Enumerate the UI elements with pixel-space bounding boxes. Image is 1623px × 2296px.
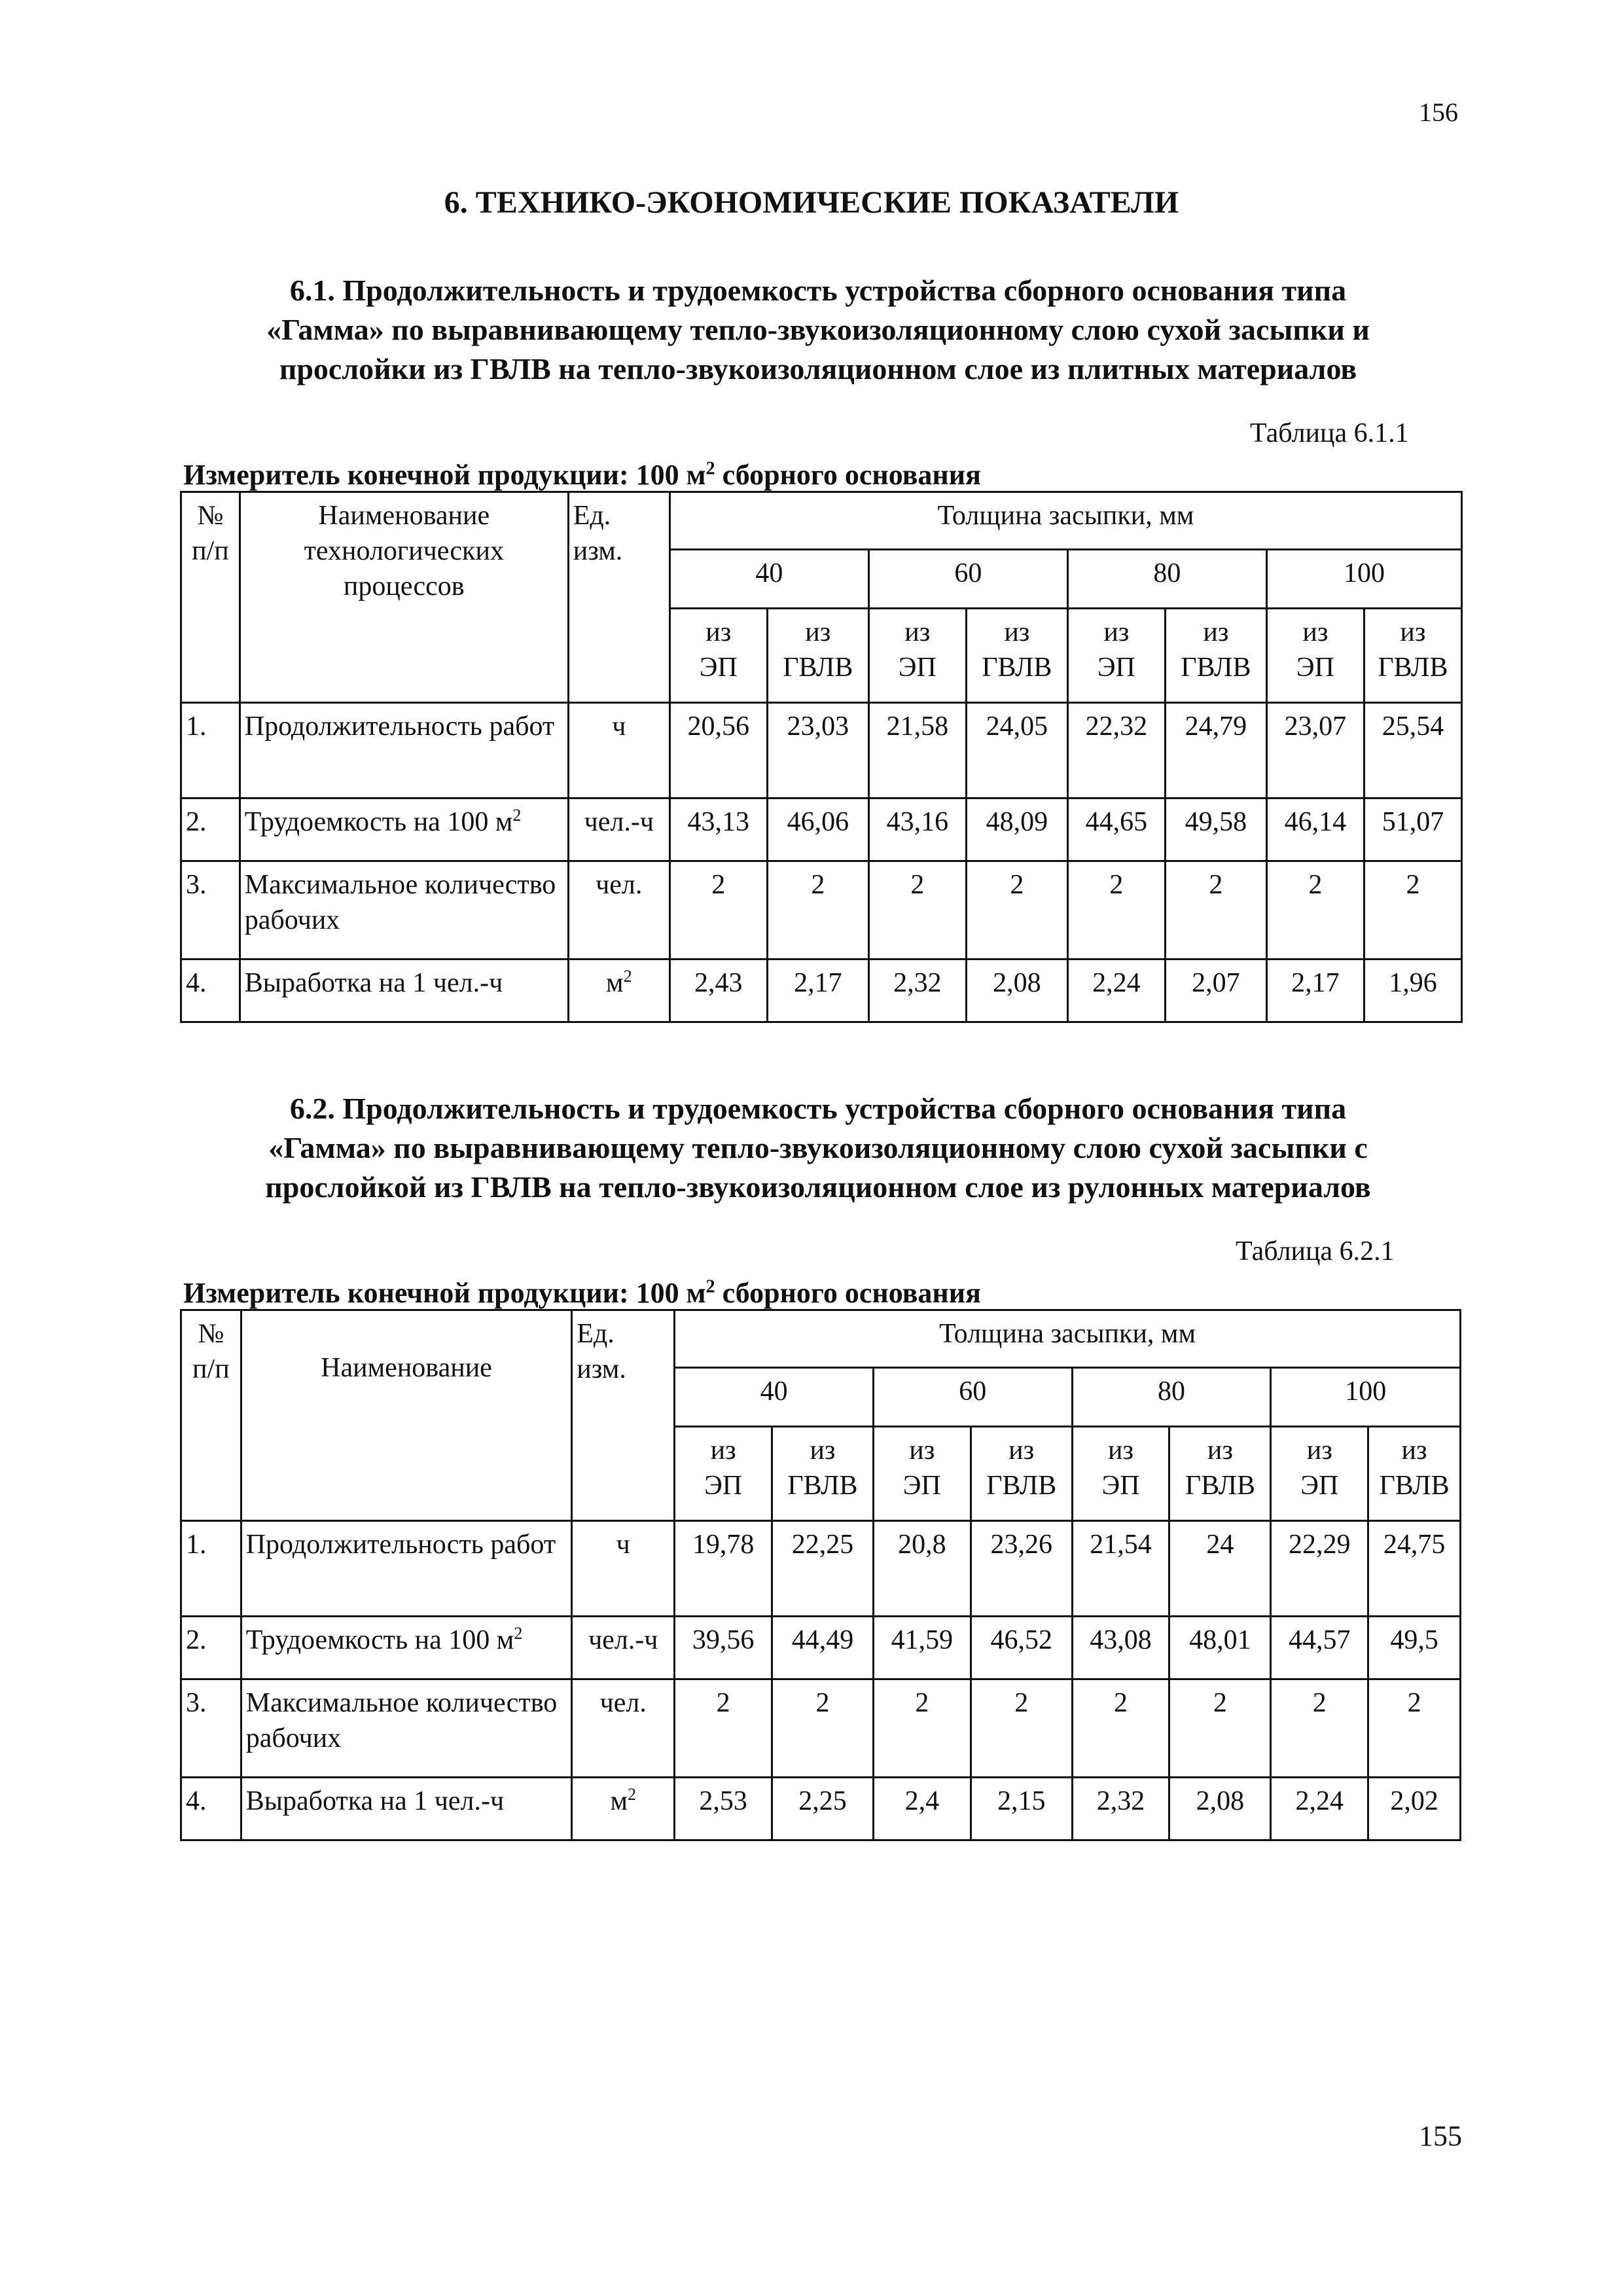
row-unit: [572, 1679, 675, 1778]
material-subheader: [772, 1427, 874, 1521]
row-unit-sup: 2: [628, 1785, 637, 1804]
thickness-group-40: 40: [669, 550, 868, 609]
row-unit-text: чел.: [596, 870, 643, 900]
value-cell: 44,57: [1271, 1617, 1368, 1679]
value-cell: 2,07: [1165, 960, 1266, 1022]
table-row: [181, 1617, 1461, 1679]
measure-tail: сборного основания: [715, 459, 981, 491]
value-cell: 43,13: [669, 798, 767, 861]
row-name-sup: 2: [512, 806, 522, 825]
data-table-6-2-1: [180, 1309, 1461, 1841]
value-cell: 2,08: [966, 960, 1067, 1022]
value-cell: 2,43: [669, 960, 767, 1022]
value-cell: 46,14: [1266, 798, 1364, 861]
value-cell: 2,53: [675, 1778, 772, 1840]
value-cell: 24,79: [1165, 703, 1266, 798]
value-cell: 2,02: [1368, 1778, 1461, 1840]
value-cell: 24: [1169, 1521, 1271, 1617]
measure-sup: 2: [705, 1276, 715, 1297]
measure-text: Измеритель конечной продукции: 100 м: [183, 1277, 706, 1309]
material-subheader: [1368, 1427, 1461, 1521]
value-cell: 22,25: [772, 1521, 874, 1617]
material-subheader: [1072, 1427, 1169, 1521]
heading-line: 6.2. Продолжительность и трудоемкость устройства сборного основания типа: [289, 1092, 1347, 1125]
material-name: ГВЛВ: [1379, 1471, 1450, 1501]
row-name-text: Выработка на 1 чел.-ч: [244, 968, 503, 998]
table-ref-6-1-1: Таблица 6.1.1: [1250, 418, 1409, 448]
material-subheader: [669, 609, 767, 703]
value-cell: 2,24: [1067, 960, 1165, 1022]
value-cell: 2,24: [1271, 1778, 1368, 1840]
row-unit-text: ч: [612, 711, 626, 742]
material-name: ЭП: [898, 653, 936, 683]
value-cell: 19,78: [675, 1521, 772, 1617]
value-cell: 23,03: [767, 703, 868, 798]
material-name: ГВЛВ: [986, 1471, 1057, 1501]
material-name: ЭП: [1101, 1471, 1140, 1501]
value-cell: 2,17: [767, 960, 868, 1022]
value-cell: 2,08: [1169, 1778, 1271, 1840]
material-name: ЭП: [1097, 653, 1135, 683]
row-name: [241, 1521, 572, 1617]
material-subheader: [1067, 609, 1165, 703]
value-cell: 2: [966, 861, 1067, 960]
value-cell: 2: [1364, 861, 1461, 960]
material-prefix: из: [1401, 1435, 1427, 1465]
value-cell: 20,56: [669, 703, 767, 798]
header-name: Наименование технологических процессов: [240, 492, 568, 703]
value-cell: 2: [971, 1679, 1072, 1778]
row-num: 4.: [181, 1778, 241, 1840]
table-row: [181, 703, 1462, 798]
material-prefix: из: [1108, 1435, 1134, 1465]
value-cell: 2: [1165, 861, 1266, 960]
material-subheader: [1364, 609, 1461, 703]
row-name-sup: 2: [514, 1624, 523, 1643]
material-subheader: [767, 609, 868, 703]
row-num: 2.: [181, 798, 240, 861]
table-row: [181, 960, 1462, 1022]
row-name-text: Продолжительность работ: [245, 1530, 556, 1560]
row-num: 2.: [181, 1617, 241, 1679]
row-unit: [568, 798, 669, 861]
value-cell: 2,15: [971, 1778, 1072, 1840]
row-num: 4.: [181, 960, 240, 1022]
value-cell: 22,29: [1271, 1521, 1368, 1617]
material-prefix: из: [1400, 617, 1426, 647]
table-row: [181, 1521, 1461, 1617]
row-unit-sup: 2: [623, 967, 632, 986]
row-name-text: Выработка на 1 чел.-ч: [245, 1786, 505, 1816]
value-cell: 24,05: [966, 703, 1067, 798]
row-unit-text: чел.-ч: [588, 1625, 658, 1655]
value-cell: 44,49: [772, 1617, 874, 1679]
value-cell: 41,59: [873, 1617, 971, 1679]
row-num: 3.: [181, 861, 240, 960]
value-cell: 46,06: [767, 798, 868, 861]
row-name: [240, 798, 568, 861]
measure-sup: 2: [705, 458, 715, 479]
value-cell: 22,32: [1067, 703, 1165, 798]
row-unit-text: м: [610, 1786, 628, 1816]
value-cell: 51,07: [1364, 798, 1461, 861]
value-cell: 20,8: [873, 1521, 971, 1617]
value-cell: 21,54: [1072, 1521, 1169, 1617]
material-name: ГВЛВ: [982, 653, 1052, 683]
material-subheader: [1169, 1427, 1271, 1521]
thickness-group-80: 80: [1072, 1368, 1271, 1427]
value-cell: 24,75: [1368, 1521, 1461, 1617]
header-thickness: Толщина засыпки, мм: [675, 1310, 1461, 1368]
subsection-heading-6-2: [190, 1089, 1446, 1207]
material-name: ЭП: [902, 1471, 941, 1501]
material-subheader: [873, 1427, 971, 1521]
row-unit-text: м: [606, 968, 624, 998]
row-unit: [568, 861, 669, 960]
material-prefix: из: [705, 617, 732, 647]
heading-line: 6.1. Продолжительность и трудоемкость устройства сборного основания типа: [289, 274, 1347, 307]
material-subheader: [971, 1427, 1072, 1521]
material-name: ГВЛВ: [783, 653, 853, 683]
material-name: ЭП: [1300, 1471, 1339, 1501]
value-cell: 2,32: [868, 960, 966, 1022]
row-name-text: Трудоемкость на 100 м: [244, 807, 513, 837]
material-prefix: из: [805, 617, 831, 647]
heading-line: «Гамма» по выравнивающему тепло-звукоизоляционному слою сухой засыпки и: [266, 313, 1370, 346]
value-cell: 49,5: [1368, 1617, 1461, 1679]
value-cell: 2: [669, 861, 767, 960]
material-subheader: [966, 609, 1067, 703]
heading-line: «Гамма» по выравнивающему тепло-звукоизоляционному слою сухой засыпки с: [268, 1131, 1368, 1164]
value-cell: 43,16: [868, 798, 966, 861]
value-cell: 2: [1368, 1679, 1461, 1778]
data-table-6-1-1: [180, 491, 1463, 1023]
row-num: 1.: [181, 1521, 241, 1617]
value-cell: 49,58: [1165, 798, 1266, 861]
material-name: ЭП: [1296, 653, 1334, 683]
value-cell: 2: [1067, 861, 1165, 960]
row-name-text: Максимальное количество рабочих: [244, 870, 556, 935]
page-number-top: 156: [1419, 98, 1458, 127]
material-name: ЭП: [699, 653, 738, 683]
row-unit: [572, 1778, 675, 1840]
header-num: № п/п: [181, 1310, 241, 1521]
material-subheader: [868, 609, 966, 703]
row-name: [240, 703, 568, 798]
material-prefix: из: [1306, 1435, 1332, 1465]
row-unit-text: чел.-ч: [584, 807, 654, 837]
material-prefix: из: [1103, 617, 1130, 647]
header-row: [181, 492, 1462, 550]
value-cell: 2,25: [772, 1778, 874, 1840]
row-name-text: Продолжительность работ: [244, 711, 555, 742]
value-cell: 2: [1169, 1679, 1271, 1778]
material-name: ГВЛВ: [787, 1471, 858, 1501]
row-num: 3.: [181, 1679, 241, 1778]
page-number-bottom: 155: [1419, 2120, 1462, 2152]
material-prefix: из: [810, 1435, 836, 1465]
value-cell: 23,07: [1266, 703, 1364, 798]
measure-caption: [183, 458, 981, 492]
material-prefix: из: [1008, 1435, 1035, 1465]
material-name: ГВЛВ: [1185, 1471, 1256, 1501]
material-name: ГВЛВ: [1378, 653, 1448, 683]
value-cell: 48,09: [966, 798, 1067, 861]
value-cell: 2,17: [1266, 960, 1364, 1022]
value-cell: 21,58: [868, 703, 966, 798]
value-cell: 2: [675, 1679, 772, 1778]
material-subheader: [1165, 609, 1266, 703]
measure-text: Измеритель конечной продукции: 100 м: [183, 459, 706, 491]
thickness-group-80: 80: [1067, 550, 1266, 609]
row-unit: [572, 1617, 675, 1679]
table-ref-6-2-1: Таблица 6.2.1: [1236, 1236, 1395, 1266]
material-prefix: из: [1207, 1435, 1233, 1465]
value-cell: 39,56: [675, 1617, 772, 1679]
value-cell: 2: [1266, 861, 1364, 960]
thickness-group-100: 100: [1266, 550, 1461, 609]
material-prefix: из: [1302, 617, 1329, 647]
value-cell: 2,32: [1072, 1778, 1169, 1840]
row-name: [240, 861, 568, 960]
table-row: [181, 798, 1462, 861]
row-name-text: Трудоемкость на 100 м: [245, 1625, 514, 1655]
material-subheader: [1266, 609, 1364, 703]
value-cell: 48,01: [1169, 1617, 1271, 1679]
header-row: [181, 1310, 1461, 1368]
heading-line: прослойкой из ГВЛВ на тепло-звукоизоляционном слое из рулонных материалов: [265, 1170, 1371, 1204]
row-num: 1.: [181, 703, 240, 798]
row-unit: [568, 703, 669, 798]
heading-line: прослойки из ГВЛВ на тепло-звукоизоляционном слое из плитных материалов: [279, 352, 1357, 386]
material-prefix: из: [909, 1435, 935, 1465]
value-cell: 2: [873, 1679, 971, 1778]
value-cell: 43,08: [1072, 1617, 1169, 1679]
row-name-text: Максимальное количество рабочих: [245, 1688, 558, 1753]
material-name: ЭП: [704, 1471, 743, 1501]
material-name: ГВЛВ: [1181, 653, 1251, 683]
material-prefix: из: [1203, 617, 1229, 647]
material-subheader: [675, 1427, 772, 1521]
value-cell: 46,52: [971, 1617, 1072, 1679]
measure-caption: [183, 1276, 981, 1310]
header-unit: Ед. изм.: [568, 492, 669, 703]
value-cell: 2: [1271, 1679, 1368, 1778]
thickness-group-60: 60: [868, 550, 1067, 609]
material-subheader: [1271, 1427, 1368, 1521]
row-name: [241, 1679, 572, 1778]
subsection-heading-6-1: [190, 271, 1446, 389]
header-num: № п/п: [181, 492, 240, 703]
header-name: Наименование: [241, 1310, 572, 1521]
header-unit: Ед. изм.: [572, 1310, 675, 1521]
value-cell: 2,4: [873, 1778, 971, 1840]
table-row: [181, 1679, 1461, 1778]
thickness-group-100: 100: [1271, 1368, 1461, 1427]
value-cell: 2: [767, 861, 868, 960]
value-cell: 1,96: [1364, 960, 1461, 1022]
thickness-group-40: 40: [675, 1368, 874, 1427]
value-cell: 25,54: [1364, 703, 1461, 798]
row-name: [241, 1617, 572, 1679]
value-cell: 2: [868, 861, 966, 960]
thickness-group-60: 60: [873, 1368, 1072, 1427]
value-cell: 2: [772, 1679, 874, 1778]
row-name: [241, 1778, 572, 1840]
table-row: [181, 861, 1462, 960]
material-prefix: из: [1004, 617, 1030, 647]
table-row: [181, 1778, 1461, 1840]
measure-tail: сборного основания: [715, 1277, 981, 1309]
value-cell: 23,26: [971, 1521, 1072, 1617]
header-thickness: Толщина засыпки, мм: [669, 492, 1461, 550]
row-unit-text: ч: [616, 1530, 630, 1560]
material-prefix: из: [904, 617, 931, 647]
section-title: 6. ТЕХНИКО-ЭКОНОМИЧЕСКИЕ ПОКАЗАТЕЛИ: [444, 185, 1179, 220]
row-unit: [572, 1521, 675, 1617]
value-cell: 2: [1072, 1679, 1169, 1778]
material-prefix: из: [710, 1435, 736, 1465]
row-name: [240, 960, 568, 1022]
row-unit-text: чел.: [599, 1688, 647, 1718]
row-unit: [568, 960, 669, 1022]
value-cell: 44,65: [1067, 798, 1165, 861]
